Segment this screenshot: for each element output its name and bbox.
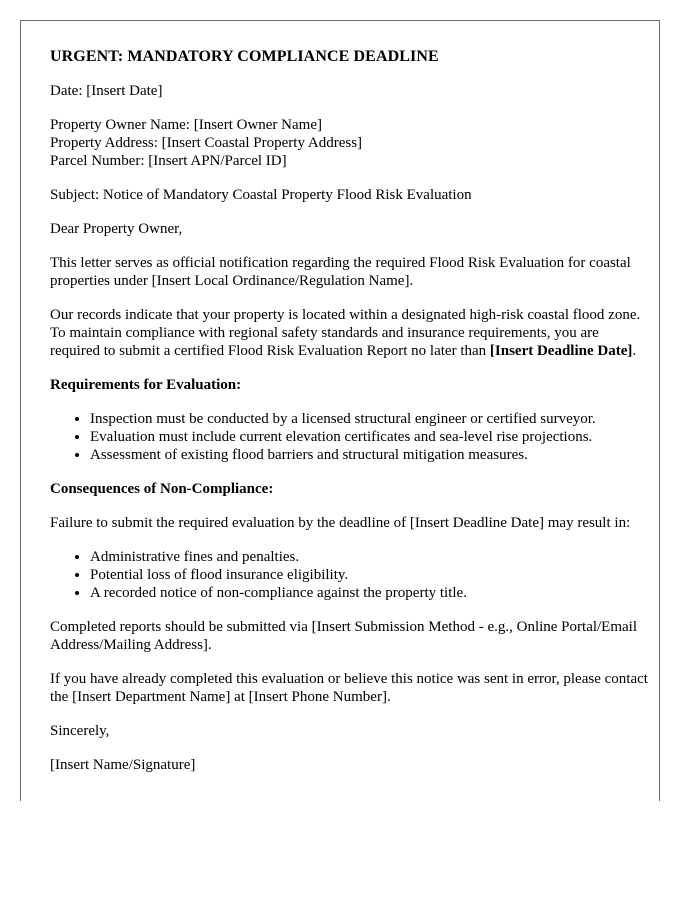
- consequence-item: • Potential loss of flood insurance eligibility.: [90, 566, 650, 584]
- signature-placeholder: [Insert Name/Signature]: [50, 757, 196, 773]
- closing: Sincerely,: [50, 723, 110, 739]
- letter-salutation: Dear Property Owner,: [50, 221, 183, 237]
- letter-frame: [20, 20, 660, 801]
- owner-name-line: Property Owner Name: [Insert Owner Name]: [50, 117, 322, 133]
- consequence-item: • A recorded notice of non-compliance against the property title.: [90, 584, 650, 602]
- letter-subject: Subject: Notice of Mandatory Coastal Property Flood Risk Evaluation: [50, 187, 472, 203]
- contact-paragraph: If you have already completed this evaluation or believe this notice was sent in error, please contact the [Insert Department Name] at [Insert Phone Number].: [50, 671, 648, 705]
- deadline-date-placeholder: [Insert Deadline Date]: [489, 343, 633, 359]
- property-details: [50, 116, 650, 170]
- letter-body: [21, 21, 650, 774]
- deadline-paragraph-text: Our records indicate that your property is located within a designated high-risk coastal flood zone. To maintain compliance with regional safety standards and insurance requirements, you are required to submit a certified Flood Risk Evaluation Report no later than: [50, 307, 641, 359]
- requirement-item: • Assessment of existing flood barriers and structural mitigation measures.: [90, 446, 650, 464]
- requirements-title: Requirements for Evaluation:: [50, 377, 242, 393]
- consequences-intro: Failure to submit the required evaluation by the deadline of [Insert Deadline Date] may result in:: [50, 515, 631, 531]
- requirement-item: • Inspection must be conducted by a licensed structural engineer or certified surveyor.: [90, 410, 650, 428]
- deadline-paragraph: [50, 306, 650, 360]
- consequences-list: [50, 548, 650, 602]
- property-address-line: Property Address: [Insert Coastal Property Address]: [50, 135, 363, 151]
- requirements-list: [50, 410, 650, 464]
- submission-paragraph: Completed reports should be submitted via [Insert Submission Method - e.g., Online Portal/Email Address/Mailing Address].: [50, 619, 638, 653]
- intro-paragraph: This letter serves as official notification regarding the required Flood Risk Evaluation for coastal properties under [Insert Local Ordinance/Regulation Name].: [50, 255, 631, 289]
- parcel-number-line: Parcel Number: [Insert APN/Parcel ID]: [50, 153, 287, 169]
- letter-date: Date: [Insert Date]: [50, 83, 163, 99]
- deadline-paragraph-end: .: [632, 343, 637, 359]
- requirement-item: • Evaluation must include current elevation certificates and sea-level rise projections.: [90, 428, 650, 446]
- consequence-item: • Administrative fines and penalties.: [90, 548, 650, 566]
- letter-heading: URGENT: MANDATORY COMPLIANCE DEADLINE: [50, 48, 439, 65]
- consequences-title: Consequences of Non-Compliance:: [50, 481, 274, 497]
